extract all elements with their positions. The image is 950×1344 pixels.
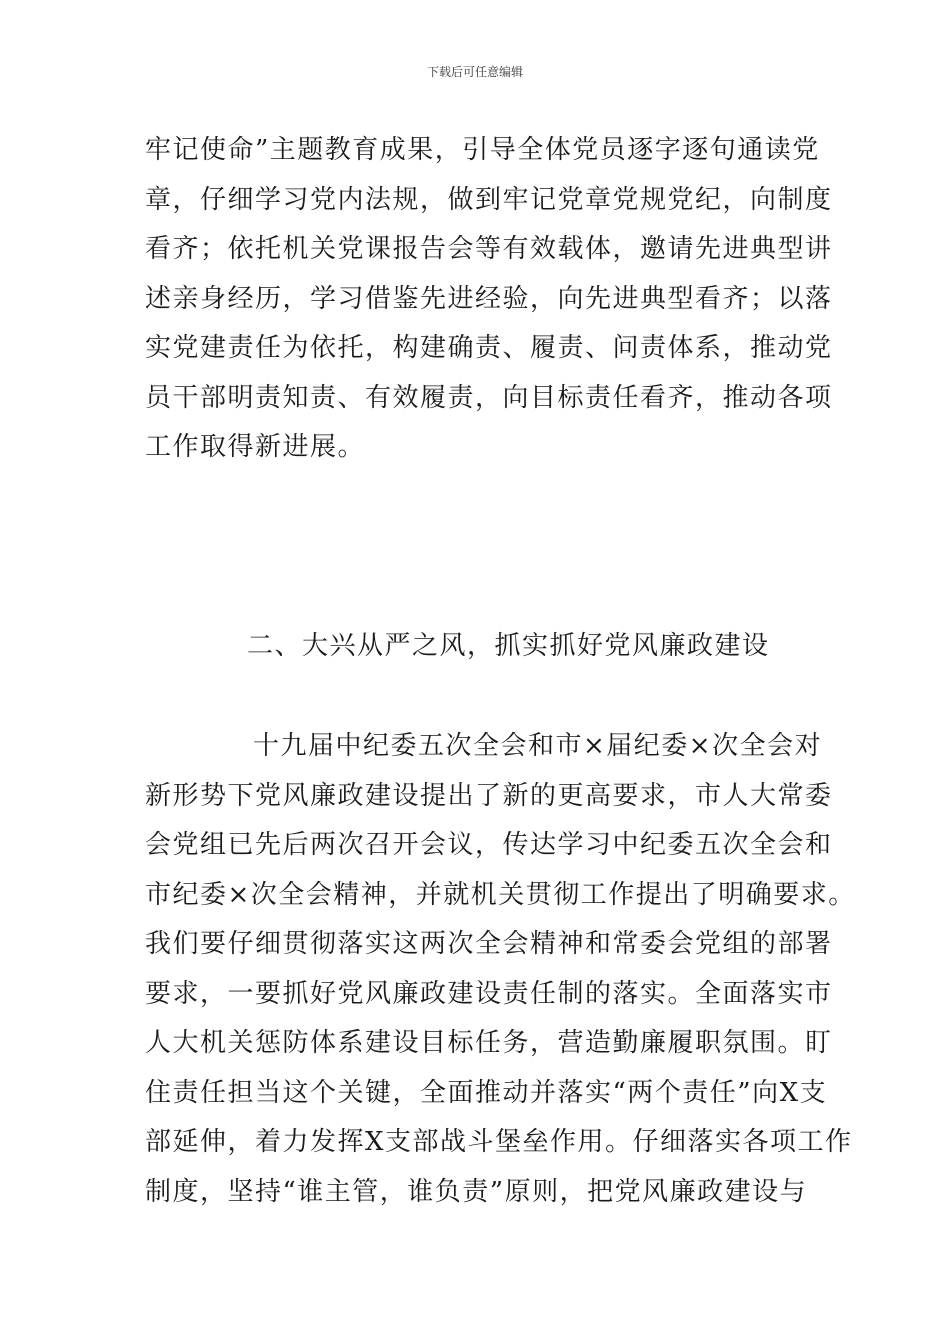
text-line: 实党建责任为依托，构建确责、履责、问责体系，推动党	[145, 333, 833, 363]
text-line: 我们要仔细贯彻落实这两次全会精神和常委会党组的部署	[145, 929, 833, 959]
text-line: 述亲身经历，学习借鉴先进经验，向先进典型看齐；以落	[145, 283, 833, 314]
text-line: 会党组已先后两次召开会议，传达学习中纪委五次全会和	[145, 830, 833, 860]
section-heading: 二、大兴从严之风，抓实抓好党风廉政建设	[247, 631, 770, 661]
text-line: 住责任担当这个关键，全面推动并落实“两个责任”向X支	[145, 1077, 828, 1108]
text-line: 人大机关惩防体系建设目标任务，营造勤廉履职氛围。盯	[145, 1028, 833, 1058]
text-line: 要求，一要抓好党风廉政建设责任制的落实。全面落实市	[145, 978, 833, 1009]
paragraph-2	[145, 722, 856, 1217]
text-line: 十九届中纪委五次全会和市×届纪委×次全会对	[253, 731, 823, 761]
text-line: 部延伸，着力发挥X支部战斗堡垒作用。仔细落实各项工作	[145, 1127, 853, 1157]
paragraph-1	[145, 126, 833, 473]
text-line: 章，仔细学习党内法规，做到牢记党章党规党纪，向制度	[145, 184, 833, 215]
page-header-note: 下载后可任意编辑	[426, 65, 523, 79]
text-line: 员干部明责知责、有效履责，向目标责任看齐，推动各项	[145, 382, 833, 413]
text-line: 工作取得新进展。	[145, 432, 366, 462]
text-line: 市纪委×次全会精神，并就机关贯彻工作提出了明确要求。	[145, 879, 856, 910]
text-line: 牢记使命”主题教育成果，引导全体党员逐字逐句通读党	[145, 135, 820, 165]
text-line: 制度，坚持“谁主管，谁负责”原则，把党风廉政建设与	[145, 1176, 808, 1207]
text-line: 新形势下党风廉政建设提出了新的更高要求，市人大常委	[145, 780, 833, 811]
text-line: 看齐；依托机关党课报告会等有效载体，邀请先进典型讲	[145, 234, 833, 264]
